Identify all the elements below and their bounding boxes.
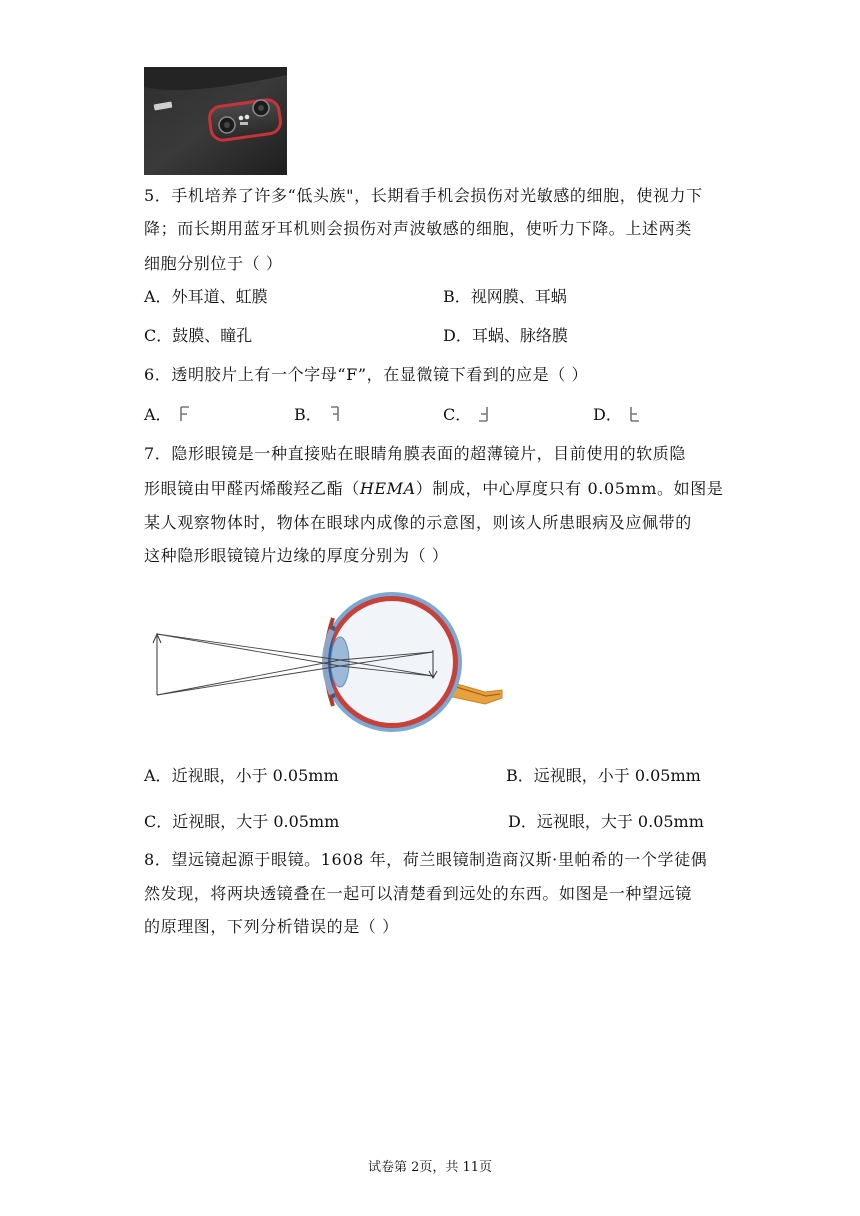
q7-option-b[interactable] xyxy=(506,766,701,786)
q5-stem-line2: 降；而长期用蓝牙耳机则会损伤对声波敏感的细胞，使听力下降。上述两类 xyxy=(144,219,692,238)
q7-stem-line4: 这种隐形眼镜镜片边缘的厚度分别为（ ） xyxy=(144,546,449,565)
q5-option-c[interactable] xyxy=(144,326,252,346)
option-key: D． xyxy=(443,326,472,345)
q5-stem-line1: 5．手机培养了许多“低头族"，长期看手机会损伤对光敏感的细胞，使视力下 xyxy=(144,186,703,205)
option-key: D． xyxy=(593,405,622,424)
q8-stem-line1: 8．望远镜起源于眼镜。1608 年，荷兰眼镜制造商汉斯·里帕希的一个学徒偶 xyxy=(144,850,708,869)
option-key: B． xyxy=(443,287,471,306)
option-key: A． xyxy=(144,405,172,424)
option-key: B． xyxy=(294,405,322,424)
q6-option-c[interactable] xyxy=(443,405,492,425)
option-key: B． xyxy=(506,766,534,785)
letter-f-rotated-180-icon xyxy=(476,405,492,423)
option-key: A． xyxy=(144,766,172,785)
option-text: 远视眼，小于 0.05mm xyxy=(533,766,701,785)
q6-option-a[interactable] xyxy=(144,405,193,425)
q8-stem-line3: 的原理图，下列分析错误的是（ ） xyxy=(144,917,399,936)
q7-option-a[interactable] xyxy=(144,766,339,786)
phone-camera-illustration xyxy=(144,67,287,175)
phone-camera-photo xyxy=(144,67,287,175)
q6-option-b[interactable] xyxy=(294,405,343,425)
q7-line2-post: ）制成，中心厚度只有 0.05mm。如图是 xyxy=(415,479,724,498)
q5-option-a[interactable] xyxy=(144,287,268,307)
q8-stem-line2: 然发现，将两块透镜叠在一起可以清楚看到远处的东西。如图是一种望远镜 xyxy=(144,884,692,903)
eye-image-formation-diagram xyxy=(150,586,505,738)
option-key: A． xyxy=(144,287,172,306)
q5-option-d[interactable] xyxy=(443,326,568,346)
option-text: 近视眼，小于 0.05mm xyxy=(171,766,339,785)
q5-option-b[interactable] xyxy=(443,287,567,307)
q7-stem-line2 xyxy=(144,479,723,499)
q7-line2-pre: 形眼镜由甲醛丙烯酸羟乙酯（ xyxy=(144,479,360,498)
q7-stem-line3: 某人观察物体时，物体在眼球内成像的示意图，则该人所患眼病及应佩带的 xyxy=(144,513,692,532)
q6-option-d[interactable] xyxy=(593,405,643,425)
q6-stem: 6．透明胶片上有一个字母“F”，在显微镜下看到的应是（ ） xyxy=(144,365,589,384)
q5-stem-line3: 细胞分别位于（ ） xyxy=(144,254,283,273)
page-footer: 试卷第 2页，共 11页 xyxy=(367,1160,493,1175)
option-text: 耳蜗、脉络膜 xyxy=(471,326,568,345)
q7-stem-line1: 7．隐形眼镜是一种直接贴在眼睛角膜表面的超薄镜片，目前使用的软质隐 xyxy=(144,444,686,463)
q7-line2-hema: HEMA xyxy=(359,479,416,498)
letter-f-flipped-vertical-icon xyxy=(627,405,643,423)
q7-option-d[interactable] xyxy=(508,812,704,832)
option-text: 外耳道、虹膜 xyxy=(171,287,268,306)
option-text: 远视眼，大于 0.05mm xyxy=(536,812,704,831)
letter-f-upright-icon xyxy=(177,405,193,423)
lens xyxy=(331,637,349,687)
option-key: C． xyxy=(144,326,173,345)
option-text: 视网膜、耳蜗 xyxy=(470,287,567,306)
option-key: C． xyxy=(144,812,173,831)
letter-f-mirrored-icon xyxy=(327,405,343,423)
option-text: 鼓膜、瞳孔 xyxy=(172,326,253,345)
option-text: 近视眼，大于 0.05mm xyxy=(172,812,340,831)
q7-option-c[interactable] xyxy=(144,812,339,832)
option-key: C． xyxy=(443,405,472,424)
option-key: D． xyxy=(508,812,537,831)
